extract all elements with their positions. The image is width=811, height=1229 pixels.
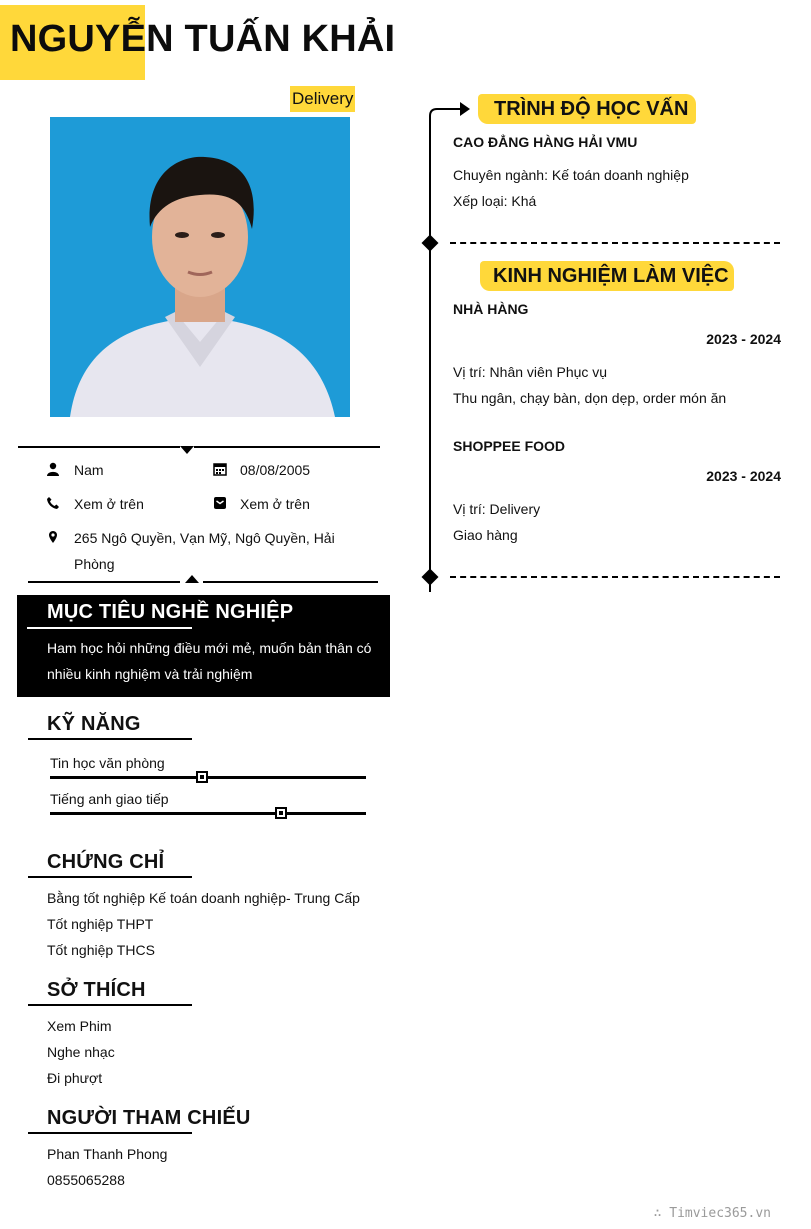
career-objective-box bbox=[17, 595, 390, 697]
job-description: Giao hàng bbox=[453, 527, 518, 543]
info-divider-top-left bbox=[18, 446, 180, 448]
timeline-line bbox=[429, 127, 431, 592]
objective-underline bbox=[27, 627, 192, 629]
info-divider-top-right bbox=[194, 446, 380, 448]
hobby-item: Nghe nhạc bbox=[47, 1044, 115, 1060]
job-period: 2023 - 2024 bbox=[706, 468, 781, 484]
info-divider-arrow bbox=[180, 446, 194, 454]
portrait-illustration bbox=[50, 117, 350, 417]
phone-value: Xem ở trên bbox=[74, 496, 144, 512]
timeline-dashed-divider bbox=[450, 576, 780, 578]
certificate-item: Bằng tốt nghiệp Kế toán doanh nghiệp- Trung Cấp bbox=[47, 890, 360, 906]
certificates-title: CHỨNG CHỈ bbox=[47, 851, 165, 873]
address-value: 265 Ngô Quyền, Vạn Mỹ, Ngô Quyền, Hải Phòng bbox=[74, 530, 335, 572]
job-position: Vị trí: Nhân viên Phục vụ bbox=[453, 364, 608, 380]
certificates-underline bbox=[28, 876, 192, 878]
hobbies-title: SỞ THÍCH bbox=[47, 979, 146, 1001]
timeline-diamond bbox=[422, 235, 439, 252]
reference-phone: 0855065288 bbox=[47, 1172, 125, 1188]
calendar-icon bbox=[213, 462, 227, 476]
job-company: NHÀ HÀNG bbox=[453, 301, 529, 317]
email-icon bbox=[213, 496, 227, 510]
dob-value: 08/08/2005 bbox=[240, 462, 311, 478]
hobby-item: Xem Phim bbox=[47, 1018, 112, 1034]
education-rank: Xếp loại: Khá bbox=[453, 193, 537, 209]
experience-title: KINH NGHIỆM LÀM VIỆC bbox=[493, 265, 729, 287]
education-school: CAO ĐẲNG HÀNG HẢI VMU bbox=[453, 134, 638, 150]
info-divider-bottom-right bbox=[203, 581, 378, 583]
skills-underline bbox=[28, 738, 192, 740]
skills-title: KỸ NĂNG bbox=[47, 713, 141, 735]
job-description: Thu ngân, chạy bàn, dọn dẹp, order món ăn bbox=[453, 390, 727, 406]
user-icon bbox=[46, 462, 60, 476]
profile-photo bbox=[50, 117, 350, 417]
references-title: NGƯỜI THAM CHIẾU bbox=[47, 1107, 251, 1129]
references-underline bbox=[28, 1132, 192, 1134]
timeline-diamond bbox=[422, 569, 439, 586]
skill-level-marker bbox=[275, 807, 287, 819]
info-divider-arrow-up bbox=[185, 575, 199, 583]
skill-bar bbox=[50, 776, 366, 779]
info-divider-bottom-left bbox=[28, 581, 180, 583]
email-value: Xem ở trên bbox=[240, 496, 310, 512]
skill-bar bbox=[50, 812, 366, 815]
hobbies-underline bbox=[28, 1004, 192, 1006]
reference-name: Phan Thanh Phong bbox=[47, 1146, 168, 1162]
education-title: TRÌNH ĐỘ HỌC VẤN bbox=[494, 98, 689, 120]
objective-text: Ham học hỏi những điều mới mẻ, muốn bản thân có nhiều kinh nghiệm và trải nghiệm bbox=[47, 640, 372, 682]
phone-icon bbox=[46, 496, 60, 510]
skill-name: Tiếng anh giao tiếp bbox=[50, 791, 169, 807]
skill-level-marker bbox=[196, 771, 208, 783]
watermark: ∴ Timviec365.vn bbox=[653, 1206, 771, 1221]
job-period: 2023 - 2024 bbox=[706, 331, 781, 347]
objective-title: MỤC TIÊU NGHỀ NGHIỆP bbox=[47, 601, 294, 623]
job-company: SHOPPEE FOOD bbox=[453, 438, 566, 454]
timeline-dashed-divider bbox=[450, 242, 780, 244]
skill-name: Tin học văn phòng bbox=[50, 755, 165, 771]
hobby-item: Đi phượt bbox=[47, 1070, 103, 1086]
timeline-arrow-icon bbox=[424, 98, 474, 128]
education-major: Chuyên ngành: Kế toán doanh nghiệp bbox=[453, 167, 689, 183]
job-position: Vị trí: Delivery bbox=[453, 501, 541, 517]
gender-value: Nam bbox=[74, 462, 104, 478]
location-icon bbox=[46, 530, 60, 544]
certificate-item: Tốt nghiệp THCS bbox=[47, 942, 155, 958]
job-role-tag: Delivery bbox=[290, 86, 355, 112]
candidate-name: NGUYỄN TUẤN KHẢI bbox=[10, 18, 396, 60]
certificate-item: Tốt nghiệp THPT bbox=[47, 916, 154, 932]
